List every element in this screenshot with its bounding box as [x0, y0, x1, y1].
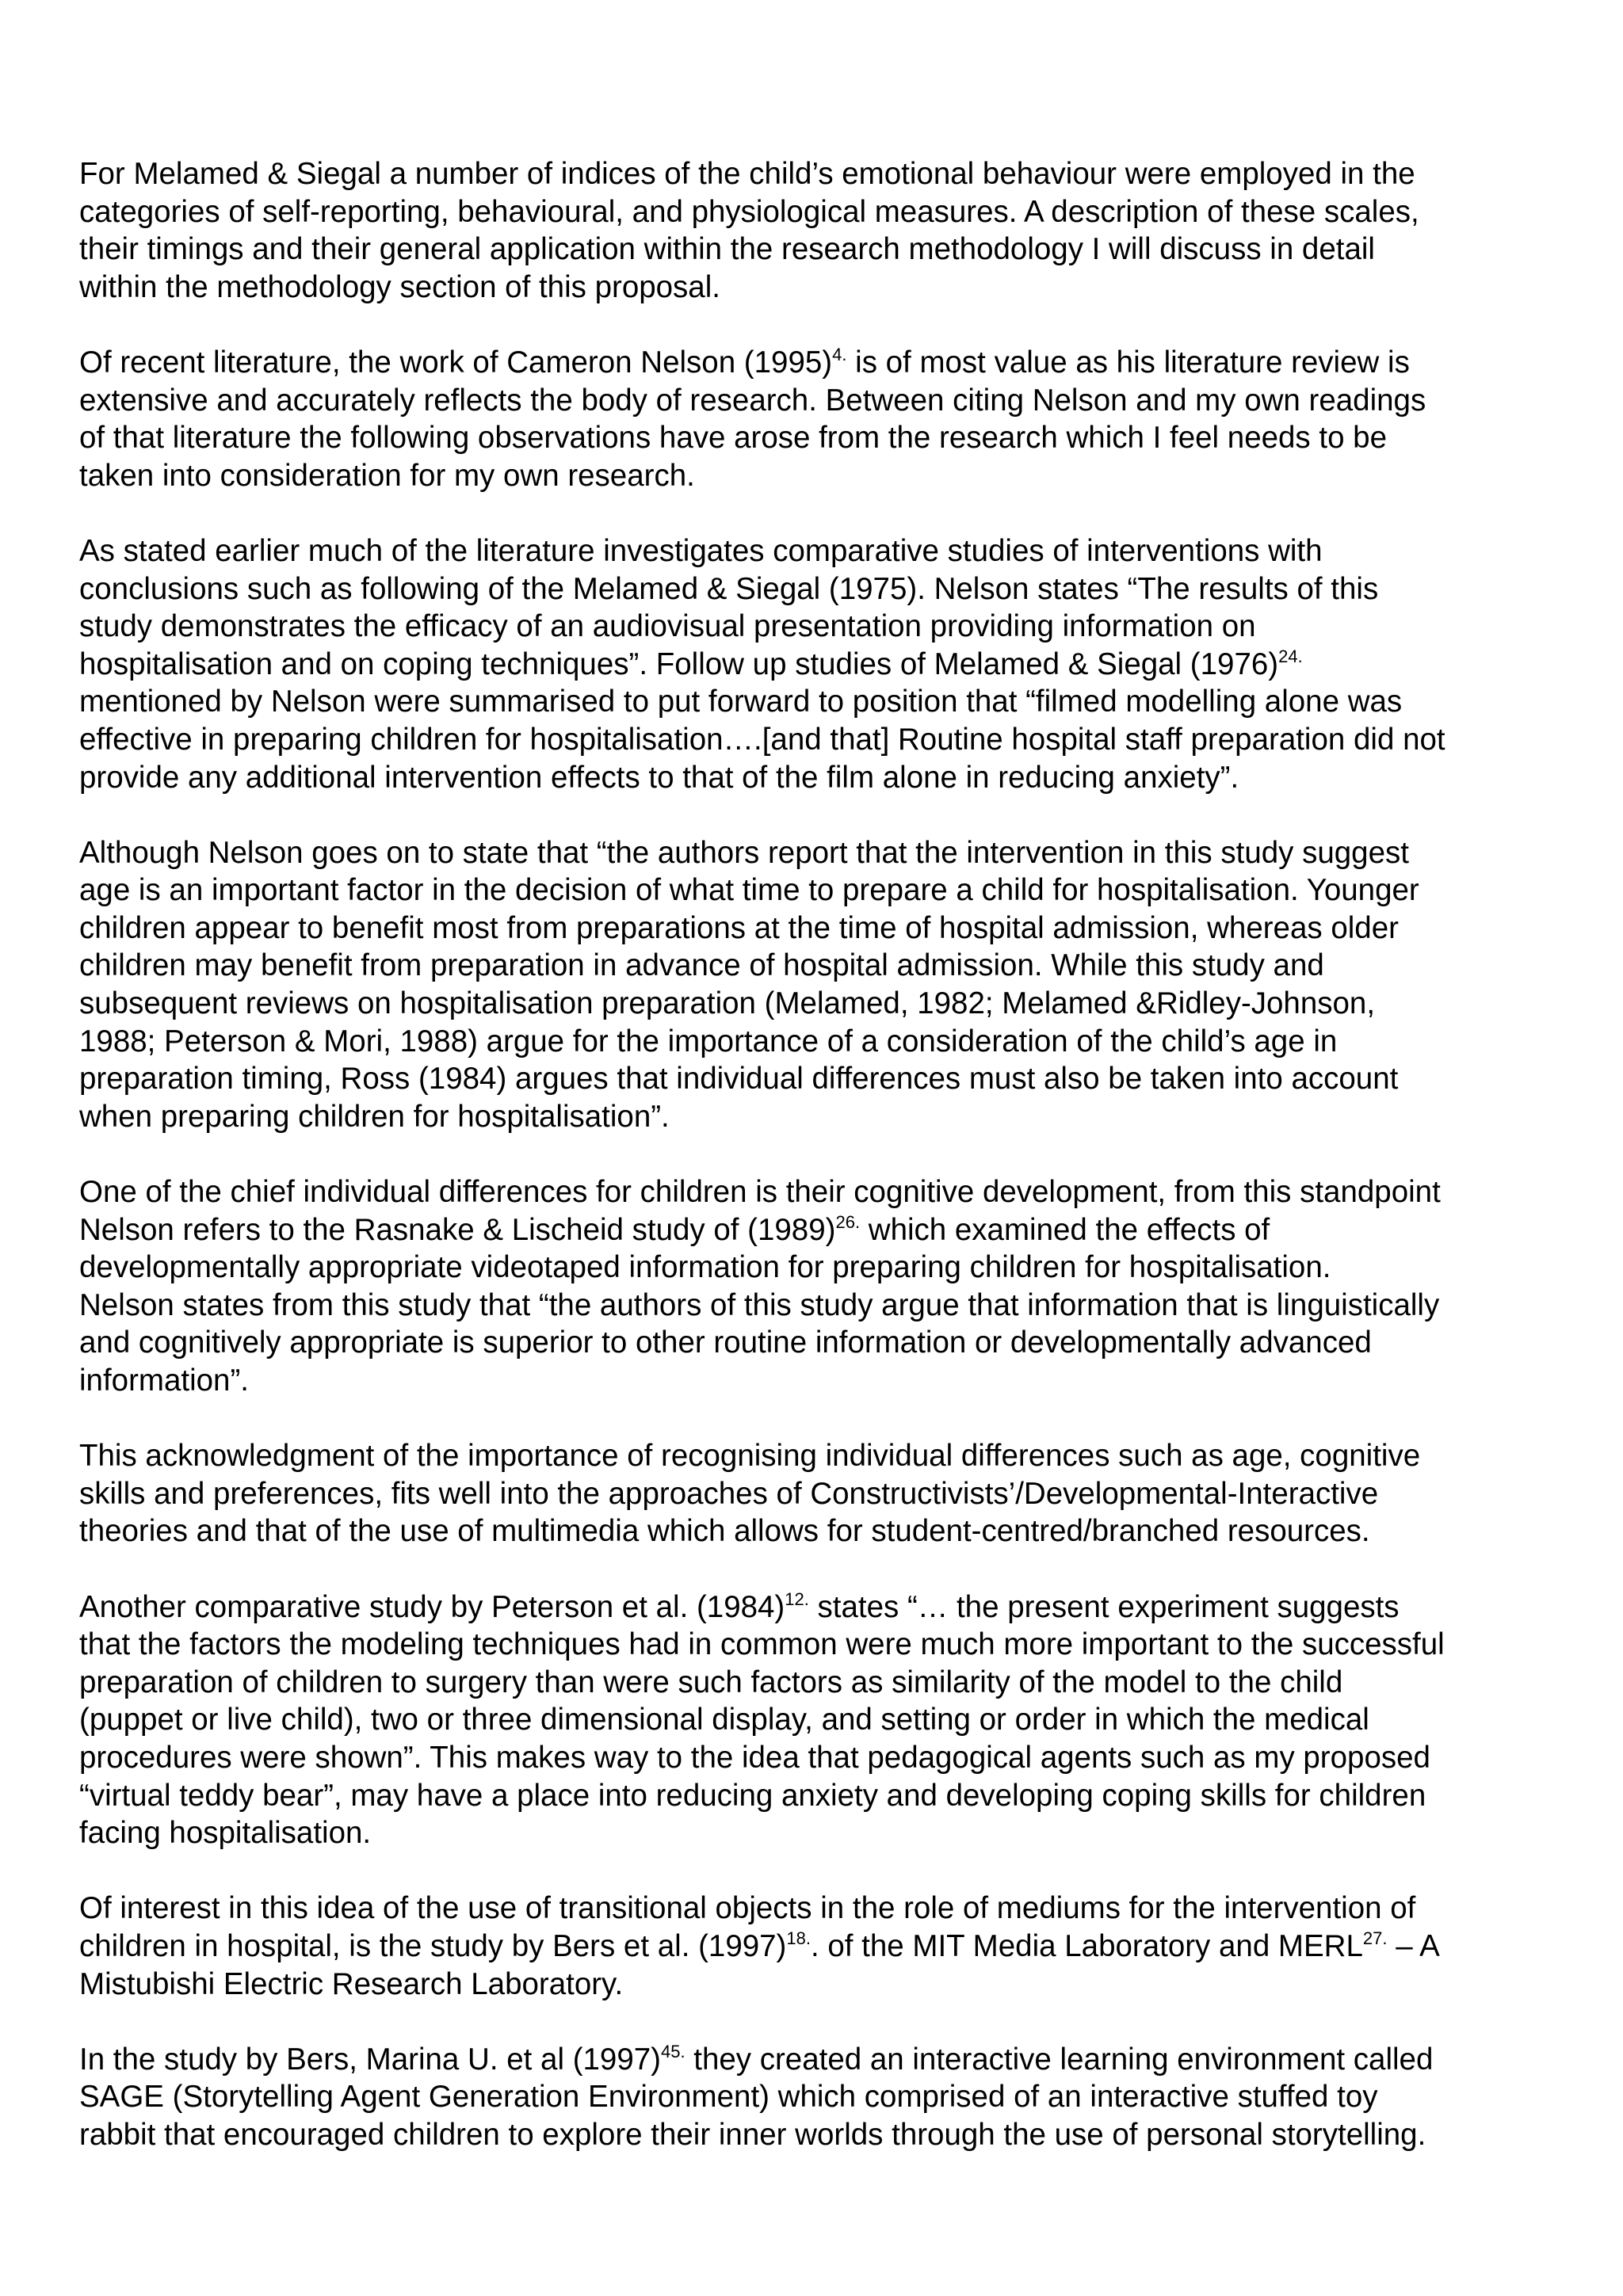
- paragraph-text: Although Nelson goes on to state that “the authors report that the intervention in this study suggest age is an important factor in the decision of what time to prepare a child for hospitalisation. Younger children appear to benefit most from preparations at the time of hospital admission, whereas older children may benefit from preparation in advance of hospital admission. While this study and subsequent reviews on hospitalisation preparation (Melamed, 1982; Melamed &Ridley-Johnson, 1988; Peterson & Mori, 1988) argue for the importance of a consideration of the child’s age in preparation timing, Ross (1984) argues that individual differences must also be taken into account when preparing children for hospitalisation”.: [79, 835, 1419, 1134]
- body-paragraph: [79, 1589, 1569, 1852]
- paragraph-text: Of interest in this idea of the use of transitional objects in the role of mediums for the intervention of children in hospital, is the study by Bers et al. (1997): [79, 1891, 1416, 1963]
- paragraph-text: For Melamed & Siegal a number of indices of the child’s emotional behaviour were employed in the categories of self-reporting, behavioural, and physiological measures. A description of these scales, their timings and their general application within the research methodology I will discuss in detail within the methodology section of this proposal.: [79, 157, 1419, 304]
- paragraph-text: This acknowledgment of the importance of recognising individual differences such as age, cognitive skills and preferences, fits well into the approaches of Constructivists’/Developmental-Interactive theories and that of the use of multimedia which allows for student-centred/branched resources.: [79, 1439, 1421, 1549]
- paragraph-text: In the study by Bers, Marina U. et al (1997): [79, 2042, 661, 2077]
- body-paragraph: [79, 1173, 1569, 1400]
- paragraph-text: One of the chief individual differences for children is their cognitive development, from this standpoint Nelson refers to the Rasnake & Lischeid study of (1989): [79, 1175, 1441, 1247]
- footnote-reference: 24.: [1278, 646, 1303, 666]
- footnote-reference: 12.: [785, 1589, 809, 1609]
- body-paragraph: [79, 344, 1569, 494]
- paragraph-text: Another comparative study by Peterson et al. (1984): [79, 1589, 785, 1624]
- footnote-reference: 26.: [835, 1211, 861, 1232]
- paragraph-text: As stated earlier much of the literature investigates comparative studies of interventions with conclusions such as following of the Melamed & Siegal (1975). Nelson states “The results of this study demonstrates the efficacy of an audiovisual presentation providing information on hospitalisation and on coping techniques”. Follow up studies of Melamed & Siegal (1976): [79, 533, 1379, 681]
- paragraph-text: is of most value as his literature review is extensive and accurately reflects the body of research. Between citing Nelson and my own readings of that literature the following observations have arose from the research which I feel needs to be taken into consideration for my own research.: [79, 345, 1426, 493]
- paragraph-text: which examined the effects of developmentally appropriate videotaped information for preparing children for hospitalisation. Nelson states from this study that “the authors of this study argue that information that is linguistically and cognitively appropriate is superior to other routine information or developmentally advanced information”.: [79, 1212, 1440, 1398]
- paragraph-text: . of the MIT Media Laboratory and MERL: [810, 1928, 1363, 1963]
- body-paragraph: [79, 532, 1569, 796]
- body-paragraph: [79, 834, 1569, 1136]
- paragraph-text: they created an interactive learning environment called SAGE (Storytelling Agent Generation Environment) which comprised of an interactive stuffed toy rabbit that encouraged children to explore their inner worlds through the use of personal storytelling.: [79, 2042, 1434, 2152]
- body-paragraph: [79, 2041, 1569, 2154]
- body-paragraph: [79, 1437, 1569, 1550]
- paragraph-text: mentioned by Nelson were summarised to put forward to position that “filmed modelling alone was effective in preparing children for hospitalisation….[and that] Routine hospital staff preparation did not provide any additional intervention effects to that of the film alone in reducing anxiety”.: [79, 685, 1445, 795]
- paragraph-text: – A Mistubishi Electric Research Laboratory.: [79, 1928, 1440, 2001]
- footnote-reference: 27.: [1362, 1928, 1388, 1948]
- paragraph-text: Of recent literature, the work of Cameron Nelson (1995): [79, 345, 833, 379]
- body-paragraph: [79, 1890, 1569, 2003]
- body-paragraph: [79, 155, 1569, 306]
- footnote-reference: 4.: [832, 344, 847, 364]
- document-page: [79, 155, 1569, 2191]
- footnote-reference: 18.: [786, 1928, 811, 1948]
- footnote-reference: 45.: [660, 2041, 685, 2061]
- paragraph-text: states “… the present experiment suggests that the factors the modeling techniques had in common were much more important to the successful preparation of children to surgery than were such factors as similarity of the model to the child (puppet or live child), two or three dimensional display, and setting or order in which the medical procedures were shown”. This makes way to the idea that pedagogical agents such as my proposed “virtual teddy bear”, may have a place into reducing anxiety and developing coping skills for children facing hospitalisation.: [79, 1589, 1445, 1851]
